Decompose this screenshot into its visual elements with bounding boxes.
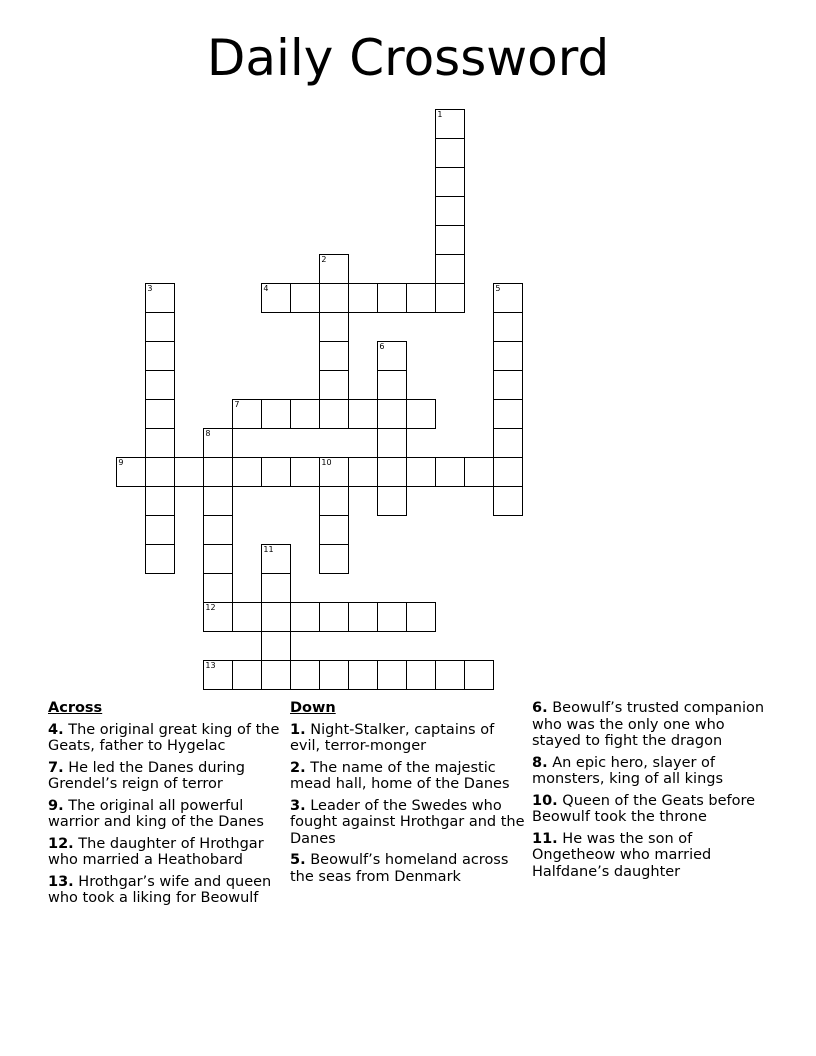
cell-number: 11 — [263, 545, 274, 555]
grid-cell[interactable] — [493, 283, 522, 312]
grid-cell[interactable] — [493, 370, 522, 399]
grid-cell[interactable] — [261, 399, 290, 428]
grid-cell[interactable] — [493, 428, 522, 457]
grid-cell[interactable] — [319, 486, 348, 515]
grid-cell[interactable] — [145, 486, 174, 515]
grid-cell[interactable] — [261, 631, 290, 660]
cell-number: 12 — [205, 603, 216, 613]
clue-across-13: 13. Hrothgar’s wife and queen who took a liking for Beowulf — [48, 873, 272, 906]
grid-cell[interactable] — [145, 399, 174, 428]
clue-down-8: 8. An epic hero, slayer of monsters, king of all kings — [532, 754, 724, 787]
grid-cell[interactable] — [232, 602, 261, 631]
grid-cell[interactable] — [261, 660, 290, 689]
cell-number: 3 — [147, 284, 153, 294]
cell-number: 5 — [495, 284, 501, 294]
cell-number: 9 — [118, 458, 124, 468]
grid-cell[interactable] — [232, 399, 261, 428]
grid-cell[interactable] — [435, 283, 464, 312]
grid-cell[interactable] — [203, 573, 232, 602]
cell-number: 4 — [263, 284, 269, 294]
grid-cell[interactable] — [290, 457, 319, 486]
grid-cell[interactable] — [319, 254, 348, 283]
grid-cell[interactable] — [290, 660, 319, 689]
grid-cell[interactable] — [145, 312, 174, 341]
clue-across-9: 9. The original all powerful warrior and king of the Danes — [48, 797, 264, 830]
grid-cell[interactable] — [435, 109, 464, 138]
grid-cell[interactable] — [319, 370, 348, 399]
grid-cell[interactable] — [203, 486, 232, 515]
grid-cell[interactable] — [406, 602, 435, 631]
grid-cell[interactable] — [203, 544, 232, 573]
grid-cell[interactable] — [377, 428, 406, 457]
cell-number: 10 — [321, 458, 332, 468]
grid-cell[interactable] — [348, 399, 377, 428]
clue-down-2: 2. The name of the majestic mead hall, home of the Danes — [290, 759, 510, 792]
grid-cell[interactable] — [377, 602, 406, 631]
grid-cell[interactable] — [406, 399, 435, 428]
across-clues — [48, 700, 280, 912]
grid-cell[interactable] — [319, 283, 348, 312]
grid-cell[interactable] — [406, 457, 435, 486]
grid-cell[interactable] — [145, 428, 174, 457]
cell-number: 6 — [379, 342, 385, 352]
grid-cell[interactable] — [377, 660, 406, 689]
page-title: Daily Crossword — [206, 29, 610, 87]
across-heading: Across — [48, 700, 103, 716]
grid-cell[interactable] — [435, 167, 464, 196]
grid-cell[interactable] — [464, 660, 493, 689]
grid-cell[interactable] — [406, 660, 435, 689]
cell-number: 1 — [437, 110, 443, 120]
grid-cell[interactable] — [174, 457, 203, 486]
grid-cell[interactable] — [232, 457, 261, 486]
grid-cell[interactable] — [464, 457, 493, 486]
clue-down-11: 11. He was the son of Ongetheow who married Halfdane’s daughter — [532, 830, 712, 880]
clue-down-1: 1. Night-Stalker, captains of evil, terror-monger — [290, 721, 495, 754]
grid-cell[interactable] — [377, 457, 406, 486]
grid-cell[interactable] — [319, 341, 348, 370]
clue-across-7: 7. He led the Danes during Grendel’s reign of terror — [48, 759, 245, 792]
grid-cell[interactable] — [377, 370, 406, 399]
grid-cell[interactable] — [406, 283, 435, 312]
clue-down-3: 3. Leader of the Swedes who fought against Hrothgar and the Danes — [290, 797, 525, 847]
grid-cell[interactable] — [377, 283, 406, 312]
cell-number: 13 — [205, 661, 216, 671]
grid-cell[interactable] — [348, 457, 377, 486]
grid-cell[interactable] — [348, 660, 377, 689]
grid-cell[interactable] — [145, 544, 174, 573]
clue-down-6: 6. Beowulf’s trusted companion who was the only one who stayed to fight the dragon — [532, 700, 765, 749]
grid-cell[interactable] — [203, 428, 232, 457]
grid-cell[interactable] — [319, 399, 348, 428]
grid-cell[interactable] — [203, 457, 232, 486]
grid-cell[interactable] — [493, 312, 522, 341]
grid-cell[interactable] — [203, 602, 232, 631]
grid-cell[interactable] — [493, 486, 522, 515]
grid-cell[interactable] — [261, 573, 290, 602]
grid-cell[interactable] — [493, 341, 522, 370]
grid-cell[interactable] — [435, 225, 464, 254]
grid-cell[interactable] — [377, 399, 406, 428]
clue-down-5: 5. Beowulf’s homeland across the seas from Denmark — [290, 852, 509, 885]
grid-cell[interactable] — [435, 660, 464, 689]
grid-cell[interactable] — [261, 457, 290, 486]
grid-cell[interactable] — [319, 312, 348, 341]
grid-cell[interactable] — [290, 602, 319, 631]
cell-number: 8 — [205, 429, 211, 439]
grid-cell[interactable] — [145, 457, 174, 486]
grid-cell[interactable] — [435, 196, 464, 225]
grid-cell[interactable] — [319, 602, 348, 631]
grid-cell[interactable] — [145, 515, 174, 544]
grid-cell[interactable] — [435, 254, 464, 283]
grid-cell[interactable] — [290, 399, 319, 428]
grid-cell[interactable] — [145, 283, 174, 312]
grid-cell[interactable] — [116, 457, 145, 486]
grid-cell[interactable] — [261, 544, 290, 573]
grid-cell[interactable] — [377, 486, 406, 515]
grid-cell[interactable] — [348, 283, 377, 312]
grid-cell[interactable] — [319, 515, 348, 544]
grid-cell[interactable] — [261, 602, 290, 631]
down-heading: Down — [290, 700, 336, 716]
clue-across-4: 4. The original great king of the Geats, father to Hygelac — [48, 721, 280, 754]
grid-cell[interactable] — [319, 457, 348, 486]
grid-cell[interactable] — [435, 138, 464, 167]
grid-cell[interactable] — [203, 660, 232, 689]
down-clues — [290, 700, 526, 890]
clue-down-10: 10. Queen of the Geats before Beowulf took the throne — [532, 792, 756, 825]
grid-cell[interactable] — [203, 515, 232, 544]
grid-cell[interactable] — [290, 283, 319, 312]
grid-cell[interactable] — [377, 341, 406, 370]
grid-cell[interactable] — [145, 341, 174, 370]
grid-cell[interactable] — [319, 544, 348, 573]
clue-across-12: 12. The daughter of Hrothgar who married a Heathobard — [48, 835, 264, 868]
cell-number: 2 — [321, 255, 327, 265]
grid-cell[interactable] — [261, 283, 290, 312]
cell-number: 7 — [234, 400, 240, 410]
grid-cell[interactable] — [493, 457, 522, 486]
down-clues-continued — [532, 700, 772, 885]
grid-cell[interactable] — [348, 602, 377, 631]
grid-cell[interactable] — [232, 660, 261, 689]
grid-cell[interactable] — [145, 370, 174, 399]
grid-cell[interactable] — [319, 660, 348, 689]
grid-cell[interactable] — [493, 399, 522, 428]
grid-cell[interactable] — [435, 457, 464, 486]
